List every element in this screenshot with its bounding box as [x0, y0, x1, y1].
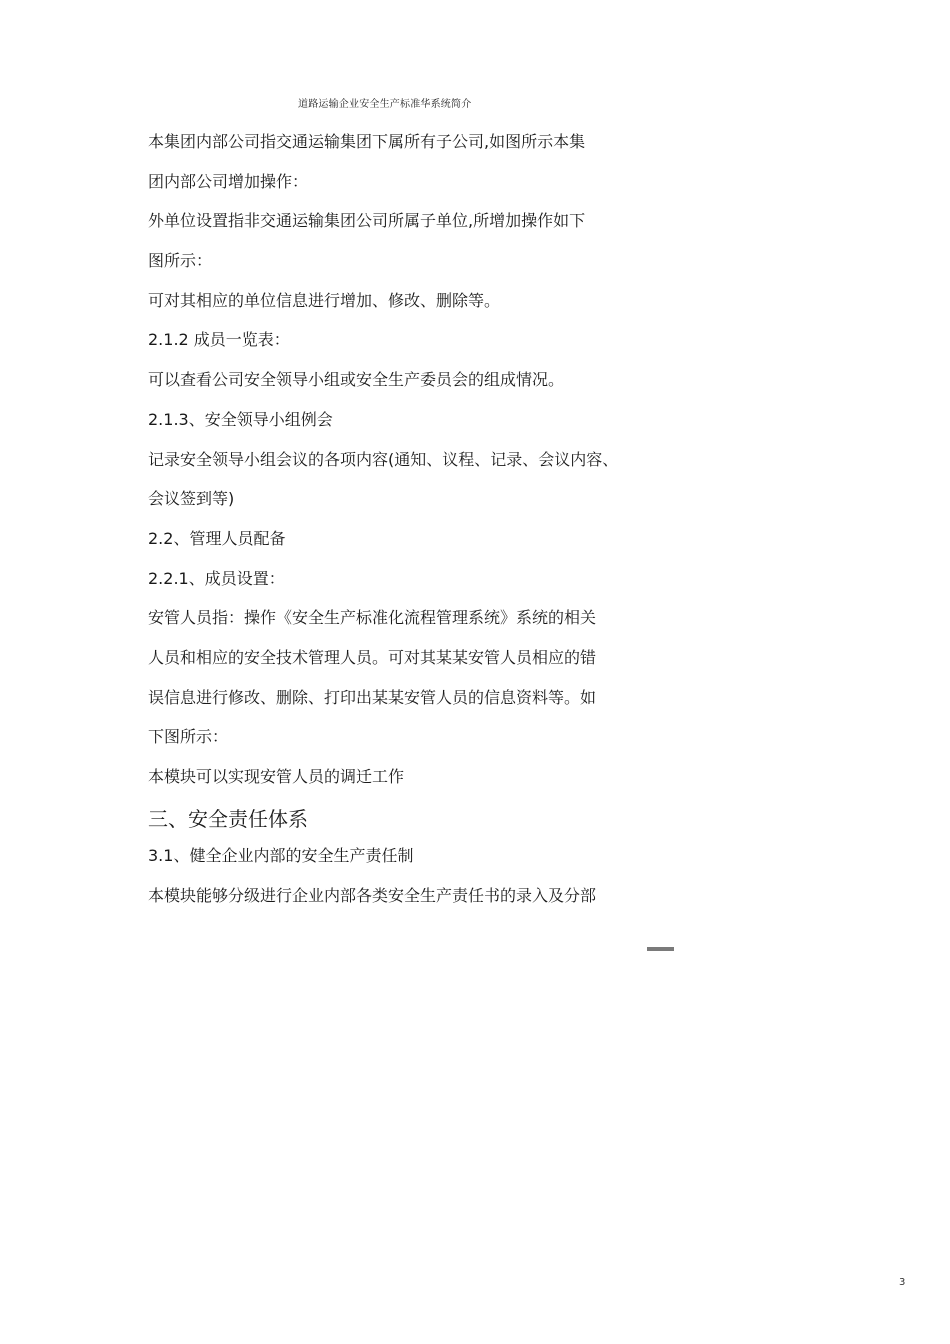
paragraph-line: 下图所示： — [148, 727, 229, 747]
paragraph-line: 本集团内部公司指交通运输集团下属所有子公司,如图所示本集 — [148, 132, 586, 151]
paragraph-line: 会议签到等) — [148, 489, 235, 509]
paragraph-line: 误信息进行修改、删除、打印出某某安管人员的信息资料等。如 — [148, 687, 597, 707]
paragraph-line: 外单位设置指非交通运输集团公司所属子单位,所增加操作如下 — [148, 211, 586, 231]
subsection-heading: 2.2、管理人员配备 — [148, 528, 286, 548]
paragraph-line: 人员和相应的安全技术管理人员。可对其某某安管人员相应的错 — [148, 647, 597, 667]
paragraph-line: 本模块可以实现安管人员的调迁工作 — [148, 767, 405, 786]
subsection-heading: 2.1.3、安全领导小组例会 — [148, 409, 333, 429]
paragraph-line: 图所示： — [148, 251, 213, 271]
section-heading: 三、安全责任体系 — [148, 806, 308, 831]
document-body — [148, 130, 648, 924]
page-header: 道路运输企业安全生产标准华系统简介 — [298, 99, 472, 110]
subsection-heading: 2.2.1、成员设置： — [148, 568, 285, 588]
paragraph-line: 本模块能够分级进行企业内部各类安全生产责任书的录入及分部 — [148, 886, 597, 906]
paragraph-line: 可对其相应的单位信息进行增加、修改、删除等。 — [148, 290, 501, 310]
page-number: 3 — [899, 1277, 906, 1288]
subsection-heading: 3.1、健全企业内部的安全生产责任制 — [148, 846, 414, 866]
paragraph-line: 安管人员指：操作《安全生产标准化流程管理系统》系统的相关 — [148, 608, 597, 628]
subsection-heading: 2.1.2 成员一览表： — [148, 330, 290, 350]
paragraph-line: 记录安全领导小组会议的各项内容(通知、议程、记录、会议内容、 — [148, 449, 619, 469]
page-break-mark — [647, 947, 674, 951]
paragraph-line: 团内部公司增加操作： — [148, 171, 309, 191]
paragraph-line: 可以查看公司安全领导小组或安全生产委员会的组成情况。 — [148, 370, 565, 390]
